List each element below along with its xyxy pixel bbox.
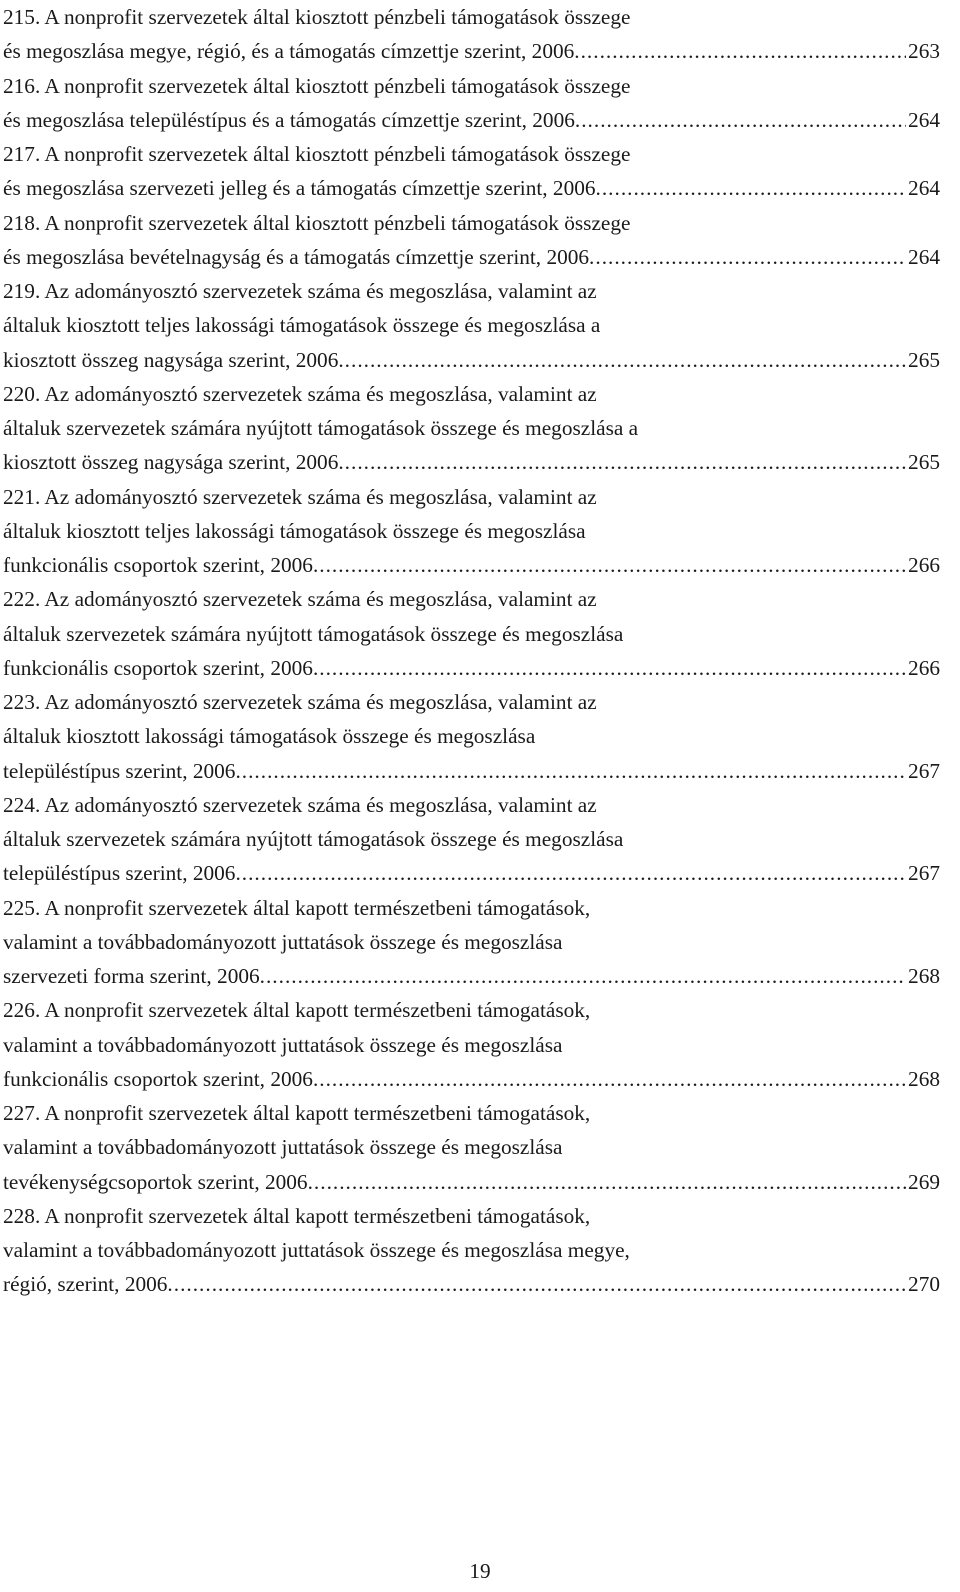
toc-entry-last-line bbox=[3, 343, 940, 377]
toc-entry-title-line: funkcionális csoportok szerint, 2006 bbox=[3, 553, 313, 577]
toc-entry-title-line: valamint a továbbadományozott juttatások összege és megoszlása bbox=[3, 929, 563, 954]
toc-entry-title-line: és megoszlása szervezeti jelleg és a támogatás címzettje szerint, 2006 bbox=[3, 176, 596, 201]
toc-entry-title-line: kiosztott összeg nagysága szerint, 2006 bbox=[3, 347, 339, 372]
toc-entry[interactable] bbox=[3, 137, 940, 206]
toc-entry-title-line: 224. Az adományosztó szervezetek száma és megoszlása, valamint az bbox=[3, 792, 597, 817]
dot-leader bbox=[235, 754, 906, 788]
dot-leader bbox=[589, 240, 906, 274]
toc-entry-last-line bbox=[3, 1165, 940, 1199]
toc-entry-page-number[interactable]: 270 bbox=[908, 1272, 940, 1297]
toc-entry-title-line: 216. A nonprofit szervezetek által kiosztott pénzbeli támogatások összege bbox=[3, 73, 631, 98]
dot-leader bbox=[596, 171, 907, 205]
toc-entry-page-number[interactable]: 266 bbox=[908, 553, 940, 577]
toc-entry-last-line bbox=[3, 1267, 940, 1301]
toc-entry-page-number[interactable]: 269 bbox=[908, 1169, 940, 1194]
toc-entry[interactable] bbox=[3, 274, 940, 377]
toc-entry[interactable] bbox=[3, 0, 940, 69]
toc-entry-title-line: általuk szervezetek számára nyújtott támogatások összege és megoszlása bbox=[3, 621, 624, 646]
toc-entry-title-line: településtípus szerint, 2006 bbox=[3, 861, 236, 886]
toc-entry-title-line: 223. Az adományosztó szervezetek száma és megoszlása, valamint az bbox=[3, 690, 597, 714]
toc-entry-title-line: régió, szerint, 2006 bbox=[3, 1272, 168, 1297]
toc-entry-title-line: általuk kiosztott teljes lakossági támogatások összege és megoszlása bbox=[3, 518, 586, 543]
toc-entry-last-line bbox=[3, 548, 940, 582]
toc-entry[interactable] bbox=[3, 993, 940, 1096]
toc-entry-last-line bbox=[3, 34, 940, 68]
toc-entry-title-line: és megoszlása településtípus és a támogatás címzettje szerint, 2006 bbox=[3, 107, 575, 132]
dot-leader bbox=[167, 1267, 906, 1301]
dot-leader bbox=[235, 856, 906, 890]
dot-leader bbox=[260, 959, 906, 993]
toc-entry-title-line: 220. Az adományosztó szervezetek száma és megoszlása, valamint az bbox=[3, 381, 597, 406]
toc-entry-title-line: 228. A nonprofit szervezetek által kapott természetbeni támogatások, bbox=[3, 1203, 591, 1228]
toc-entry[interactable] bbox=[3, 377, 940, 480]
toc-entry-title-line: általuk kiosztott lakossági támogatások összege és megoszlása bbox=[3, 724, 536, 749]
toc-entry[interactable] bbox=[3, 206, 940, 275]
toc-entry-title-line: szervezeti forma szerint, 2006 bbox=[3, 964, 260, 988]
toc-entry-title-line: településtípus szerint, 2006 bbox=[3, 758, 236, 783]
toc-entry-title-line: általuk kiosztott teljes lakossági támogatások összege és megoszlása a bbox=[3, 313, 601, 338]
toc-entry-last-line bbox=[3, 240, 940, 274]
toc-entry-page-number[interactable]: 263 bbox=[908, 39, 940, 64]
toc-entry-page-number[interactable]: 268 bbox=[908, 964, 940, 988]
toc-entry-page-number[interactable]: 267 bbox=[908, 861, 940, 886]
toc-entry[interactable] bbox=[3, 788, 940, 891]
toc-entry-title-line: valamint a továbbadományozott juttatások összege és megoszlása bbox=[3, 1135, 563, 1160]
toc-entry-title-line: valamint a továbbadományozott juttatások összege és megoszlása bbox=[3, 1032, 563, 1057]
toc-entry-title-line: és megoszlása megye, régió, és a támogatás címzettje szerint, 2006 bbox=[3, 39, 575, 64]
dot-leader bbox=[313, 1062, 906, 1096]
dot-leader bbox=[575, 103, 906, 137]
toc-entry-title-line: 221. Az adományosztó szervezetek száma és megoszlása, valamint az bbox=[3, 484, 597, 509]
toc-entry-page-number[interactable]: 264 bbox=[908, 244, 940, 269]
dot-leader bbox=[574, 34, 906, 68]
toc-entry-last-line bbox=[3, 103, 940, 137]
dot-leader bbox=[338, 445, 906, 479]
toc-entry-title-line: és megoszlása bevételnagyság és a támogatás címzettje szerint, 2006 bbox=[3, 244, 590, 269]
toc-entry-title-line: kiosztott összeg nagysága szerint, 2006 bbox=[3, 450, 339, 475]
toc-entry-page-number[interactable]: 264 bbox=[908, 107, 940, 132]
dot-leader bbox=[313, 651, 906, 685]
toc-entry-title-line: 218. A nonprofit szervezetek által kiosztott pénzbeli támogatások összege bbox=[3, 210, 631, 235]
toc-entry-title-line: 215. A nonprofit szervezetek által kiosztott pénzbeli támogatások összege bbox=[3, 5, 631, 29]
table-of-contents bbox=[3, 0, 940, 1302]
toc-entry-last-line bbox=[3, 754, 940, 788]
toc-entry-page-number[interactable]: 265 bbox=[908, 450, 940, 475]
toc-entry-title-line: 226. A nonprofit szervezetek által kapott természetbeni támogatások, bbox=[3, 998, 591, 1023]
toc-entry-last-line bbox=[3, 856, 940, 890]
toc-entry-title-line: valamint a továbbadományozott juttatások összege és megoszlása megye, bbox=[3, 1238, 630, 1262]
toc-entry[interactable] bbox=[3, 1096, 940, 1199]
dot-leader bbox=[308, 1165, 906, 1199]
toc-entry[interactable] bbox=[3, 480, 940, 583]
toc-entry-title-line: 225. A nonprofit szervezetek által kapott természetbeni támogatások, bbox=[3, 895, 591, 920]
dot-leader bbox=[313, 548, 906, 582]
toc-entry-last-line bbox=[3, 445, 940, 479]
toc-entry-title-line: funkcionális csoportok szerint, 2006 bbox=[3, 655, 313, 680]
toc-entry-last-line bbox=[3, 959, 940, 993]
toc-entry-title-line: 222. Az adományosztó szervezetek száma és megoszlása, valamint az bbox=[3, 587, 597, 612]
toc-entry-page-number[interactable]: 264 bbox=[908, 176, 940, 201]
toc-entry[interactable] bbox=[3, 685, 940, 788]
toc-entry-title-line: 219. Az adományosztó szervezetek száma és megoszlása, valamint az bbox=[3, 279, 597, 303]
toc-entry-last-line bbox=[3, 1062, 940, 1096]
dot-leader bbox=[338, 343, 906, 377]
toc-entry-title-line: 227. A nonprofit szervezetek által kapott természetbeni támogatások, bbox=[3, 1101, 591, 1125]
toc-entry[interactable] bbox=[3, 69, 940, 138]
toc-entry-page-number[interactable]: 266 bbox=[908, 655, 940, 680]
toc-entry-page-number[interactable]: 265 bbox=[908, 347, 940, 372]
toc-entry-title-line: 217. A nonprofit szervezetek által kiosztott pénzbeli támogatások összege bbox=[3, 142, 631, 166]
toc-entry-title-line: általuk szervezetek számára nyújtott támogatások összege és megoszlása a bbox=[3, 416, 639, 440]
toc-entry[interactable] bbox=[3, 582, 940, 685]
toc-entry-title-line: funkcionális csoportok szerint, 2006 bbox=[3, 1066, 313, 1091]
toc-entry-title-line: tevékenységcsoportok szerint, 2006 bbox=[3, 1169, 308, 1194]
page-number: 19 bbox=[469, 1559, 491, 1583]
toc-entry[interactable] bbox=[3, 891, 940, 994]
toc-entry-page-number[interactable]: 267 bbox=[908, 758, 940, 783]
toc-entry-page-number[interactable]: 268 bbox=[908, 1066, 940, 1091]
toc-entry-title-line: általuk szervezetek számára nyújtott támogatások összege és megoszlása bbox=[3, 827, 624, 851]
toc-entry[interactable] bbox=[3, 1199, 940, 1302]
toc-entry-last-line bbox=[3, 651, 940, 685]
toc-entry-last-line bbox=[3, 171, 940, 205]
